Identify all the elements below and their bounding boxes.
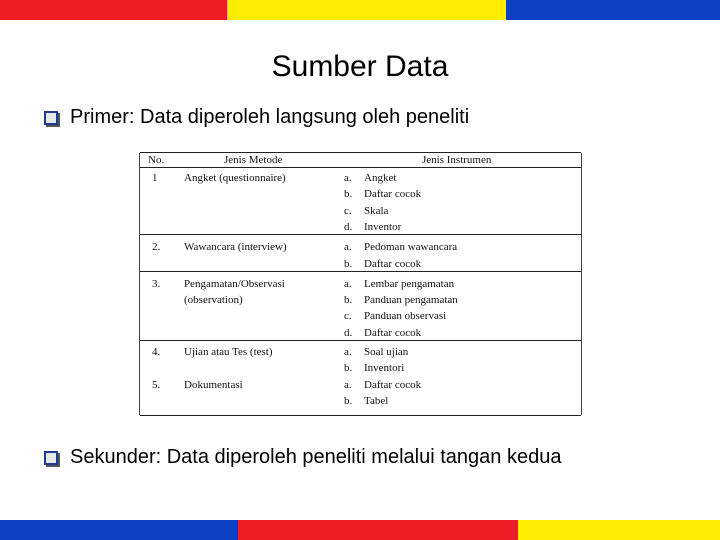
bullet-sekunder	[44, 446, 561, 469]
item-text: Panduan pengamatan	[364, 294, 458, 307]
item-letter: b.	[344, 188, 353, 201]
row-method: Dokumentasi	[184, 378, 243, 391]
top-bar-blue-segment	[506, 0, 720, 20]
top-bar-red-segment	[0, 0, 227, 20]
item-letter: b.	[344, 394, 353, 407]
item-letter: a.	[344, 172, 352, 184]
top-color-bar	[0, 0, 720, 20]
item-letter: a.	[344, 241, 352, 254]
square-bullet-icon	[44, 111, 58, 125]
item-text: Skala	[364, 204, 389, 217]
item-text: Tabel	[364, 394, 389, 407]
item-letter: a.	[344, 277, 352, 290]
item-text: Angket	[364, 172, 397, 184]
bottom-bar-blue-segment	[0, 520, 238, 540]
row-number: 1	[152, 172, 158, 184]
bottom-color-bar	[0, 520, 720, 540]
row-method: Wawancara (interview)	[184, 241, 287, 254]
item-text: Daftar cocok	[364, 257, 422, 270]
group-separator	[140, 271, 581, 272]
bullet-sekunder-text: Sekunder: Data diperoleh peneliti melalui tangan kedua	[70, 446, 562, 468]
item-text: Panduan observasi	[364, 310, 447, 323]
row-method: Ujian atau Tes (test)	[184, 346, 273, 358]
slide-title: Sumber Data	[271, 50, 449, 83]
item-text: Inventor	[364, 220, 402, 233]
table-header-row	[140, 153, 581, 168]
square-bullet-icon	[44, 451, 58, 465]
bullet-primer	[44, 106, 469, 129]
item-letter: c.	[344, 204, 352, 217]
item-letter: a.	[344, 346, 352, 358]
item-text: Inventori	[364, 362, 405, 375]
row-number: 4.	[152, 346, 161, 358]
item-letter: d.	[344, 326, 353, 339]
bottom-bar-yellow-segment	[518, 520, 720, 540]
methods-table	[140, 152, 581, 416]
header-no: No.	[148, 154, 165, 166]
item-letter: b.	[344, 362, 353, 375]
group-separator	[140, 234, 581, 235]
item-letter: b.	[344, 294, 353, 307]
top-bar-yellow-segment	[227, 0, 506, 20]
header-method: Jenis Metode	[224, 154, 283, 166]
item-text: Pedoman wawancara	[364, 241, 458, 254]
row-number: 5.	[152, 378, 161, 391]
item-letter: d.	[344, 220, 353, 233]
row-number: 3.	[152, 277, 161, 290]
item-text: Lembar pengamatan	[364, 277, 455, 290]
bottom-bar-red-segment	[238, 520, 518, 540]
item-text: Soal ujian	[364, 346, 409, 358]
row-number: 2.	[152, 241, 161, 254]
group-separator	[140, 340, 581, 341]
header-instrument: Jenis Instrumen	[422, 154, 492, 166]
item-text: Daftar cocok	[364, 326, 422, 339]
row-method-sub: (observation)	[184, 294, 243, 307]
item-letter: a.	[344, 378, 352, 391]
row-method: Pengamatan/Observasi	[184, 277, 285, 290]
item-text: Daftar cocok	[364, 188, 422, 201]
bullet-primer-text: Primer: Data diperoleh langsung oleh peneliti	[70, 106, 470, 128]
item-letter: c.	[344, 310, 352, 323]
item-text: Daftar cocok	[364, 378, 422, 391]
row-method: Angket (questionnaire)	[184, 172, 286, 184]
item-letter: b.	[344, 257, 353, 270]
